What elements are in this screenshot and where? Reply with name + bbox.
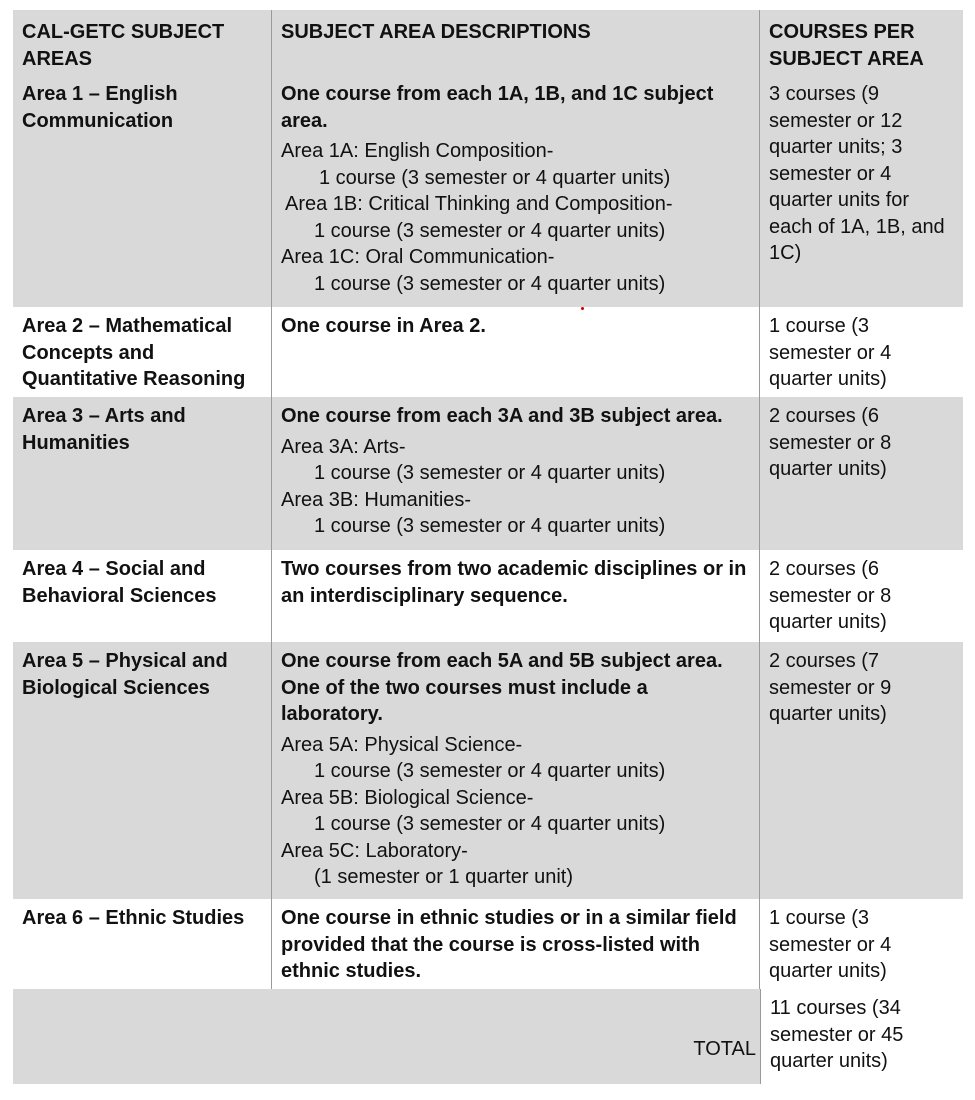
subarea-title: Area 3A: Arts- <box>281 435 406 458</box>
subarea-title: Area 3B: Humanities- <box>281 488 472 511</box>
header-courses-per-subject-area: COURSES PER SUBJECT AREA <box>760 10 963 75</box>
subarea-detail: 1 course (3 semester or 4 quarter units) <box>314 272 666 295</box>
subarea-title: Area 5A: Physical Science- <box>281 733 523 756</box>
area-description: One course from each 1A, 1B, and 1C subject area. <box>281 83 714 132</box>
red-mark <box>581 307 584 310</box>
area-description-cell <box>271 397 760 550</box>
courses-per-area: 1 course (3 semester or 4 quarter units) <box>760 899 963 989</box>
subarea-detail: 1 course (3 semester or 4 quarter units) <box>319 166 671 189</box>
area-name: Area 2 – Mathematical Concepts and Quantitative Reasoning <box>13 307 271 397</box>
courses-per-area: 2 courses (6 semester or 8 quarter units) <box>760 397 963 550</box>
subarea-detail: 1 course (3 semester or 4 quarter units) <box>314 813 666 835</box>
subarea-list <box>281 732 751 891</box>
area-name: Area 3 – Arts and Humanities <box>13 397 271 550</box>
area-name: Area 5 – Physical and Biological Sciences <box>13 642 271 899</box>
subarea-detail: 1 course (3 semester or 4 quarter units) <box>314 515 666 537</box>
total-label: TOTAL <box>693 1038 756 1061</box>
subarea-list <box>281 434 751 540</box>
courses-per-area: 3 courses (9 semester or 12 quarter units; 3 semester or 4 quarter units for each of 1A, 1B, and 1C) <box>760 75 963 307</box>
total-courses: 11 courses (34 semester or 45 quarter units) <box>760 989 963 1084</box>
area-description-cell <box>271 75 760 307</box>
cal-getc-requirements-table <box>13 10 963 1084</box>
subarea-detail: (1 semester or 1 quarter unit) <box>314 866 573 888</box>
table-row <box>13 550 963 642</box>
area-description: One course in ethnic studies or in a similar field provided that the course is cross-listed with ethnic studies. <box>271 899 760 989</box>
area-name: Area 1 – English Communication <box>13 75 271 307</box>
courses-per-area: 2 courses (6 semester or 8 quarter units) <box>760 550 963 642</box>
table-row <box>13 899 963 989</box>
area-description: One course in Area 2. <box>271 307 760 397</box>
subarea-list <box>281 138 751 297</box>
subarea-title: Area 1B: Critical Thinking and Composition- <box>285 193 673 215</box>
subarea-title: Area 5C: Laboratory- <box>281 839 468 862</box>
header-subject-area-descriptions: SUBJECT AREA DESCRIPTIONS <box>271 10 760 75</box>
area-name: Area 6 – Ethnic Studies <box>13 899 271 989</box>
area-name: Area 4 – Social and Behavioral Sciences <box>13 550 271 642</box>
area-description: Two courses from two academic disciplines or in an interdisciplinary sequence. <box>271 550 760 642</box>
total-label-cell <box>13 989 760 1084</box>
area-description: One course from each 5A and 5B subject area. One of the two courses must include a laboratory. <box>281 650 723 725</box>
table-row <box>13 307 963 397</box>
courses-per-area: 1 course (3 semester or 4 quarter units) <box>760 307 963 397</box>
subarea-detail: 1 course (3 semester or 4 quarter units) <box>314 760 666 782</box>
header-subject-areas: CAL-GETC SUBJECT AREAS <box>13 10 271 75</box>
table-row <box>13 75 963 307</box>
subarea-detail: 1 course (3 semester or 4 quarter units) <box>314 219 666 242</box>
subarea-detail: 1 course (3 semester or 4 quarter units) <box>314 462 666 484</box>
table-row <box>13 642 963 899</box>
subarea-title: Area 5B: Biological Science- <box>281 786 534 809</box>
table-row <box>13 397 963 550</box>
total-row <box>13 989 963 1084</box>
area-description-cell <box>271 642 760 899</box>
area-description: One course from each 3A and 3B subject area. <box>281 405 723 427</box>
subarea-title: Area 1A: English Composition- <box>281 140 554 162</box>
courses-per-area: 2 courses (7 semester or 9 quarter units) <box>760 642 963 899</box>
table-header-row <box>13 10 963 75</box>
subarea-title: Area 1C: Oral Communication- <box>281 246 555 268</box>
